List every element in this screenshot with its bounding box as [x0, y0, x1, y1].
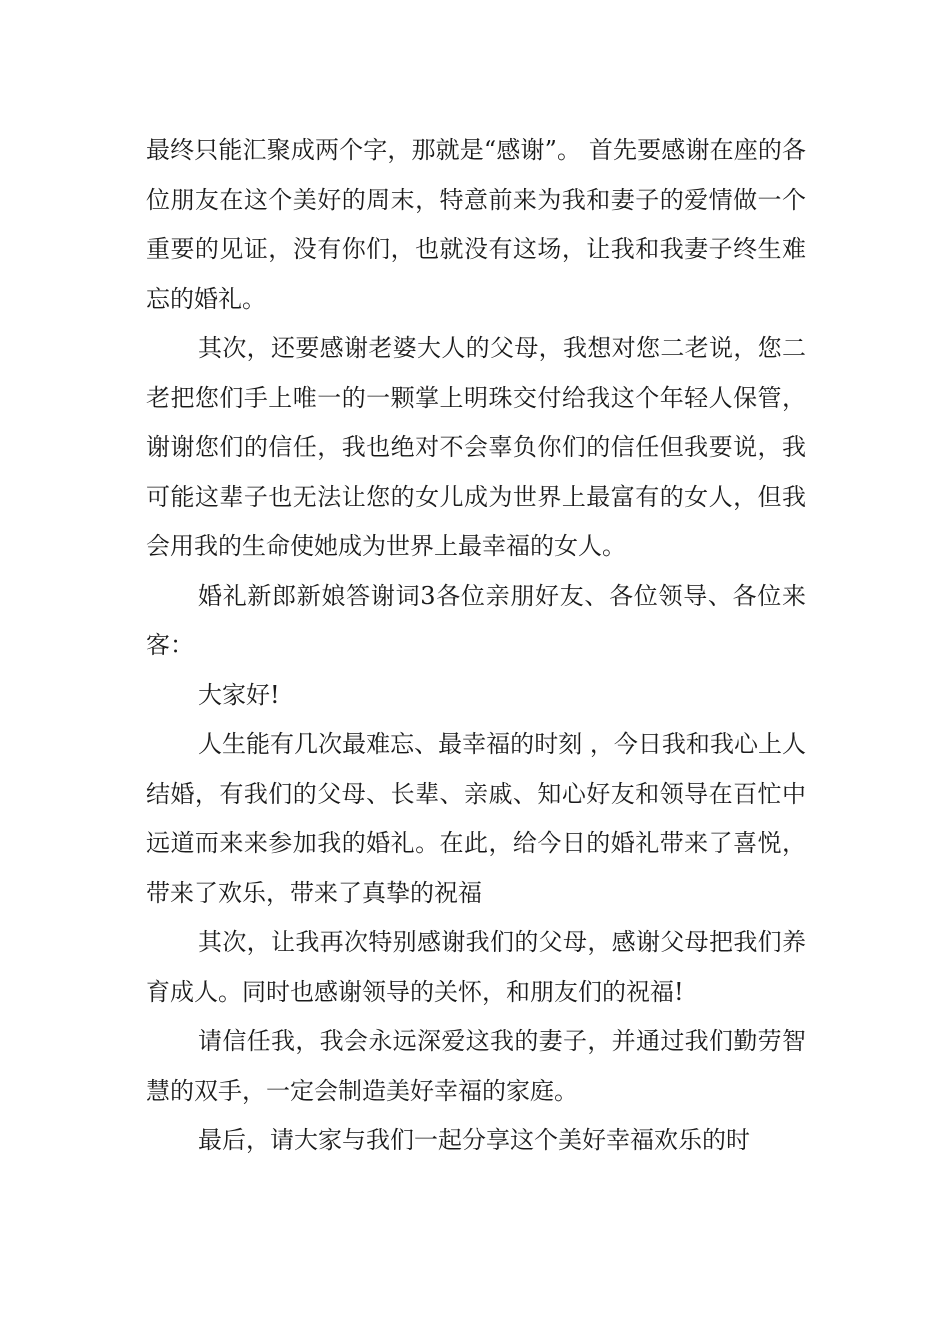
- paragraph-7: 请信任我，我会永远深爱这我的妻子，并通过我们勤劳智慧的双手，一定会制造美好幸福的家庭。: [146, 1027, 806, 1105]
- paragraph-2: 其次，还要感谢老婆大人的父母，我想对您二老说，您二老把您们手上唯一的一颗掌上明珠交付给我这个年轻人保管，谢谢您们的信任，我也绝对不会辜负你们的信任但我要说，我可能这辈子也无法让您的女儿成为世界上最富有的女人，但我会用我的生命使她成为世界上最幸福的女人。: [146, 334, 806, 560]
- paragraph-1: 最终只能汇聚成两个字，那就是“感谢”。 首先要感谢在座的各位朋友在这个美好的周末，特意前来为我和妻子的爱情做一个重要的见证，没有你们，也就没有这场，让我和我妻子终生难忘的婚礼。: [146, 136, 806, 313]
- paragraph-8: 最后，请大家与我们一起分享这个美好幸福欢乐的时: [198, 1126, 750, 1154]
- paragraph-5: 人生能有几次最难忘、最幸福的时刻 ，今日我和我心上人结婚，有我们的父母、长辈、亲戚、知心好友和领导在百忙中远道而来来参加我的婚礼。在此，给今日的婚礼带来了喜悦，带来了欢乐，带来了真挚的祝福: [146, 730, 806, 907]
- document-body: [146, 126, 806, 1166]
- paragraph-3: 婚礼新郎新娘答谢词3各位亲朋好友、各位领导、各位来客：: [146, 581, 806, 659]
- paragraph-6: 其次，让我再次特别感谢我们的父母，感谢父母把我们养育成人。同时也感谢领导的关怀，和朋友们的祝福!: [146, 928, 806, 1006]
- paragraph-4: 大家好!: [198, 680, 280, 709]
